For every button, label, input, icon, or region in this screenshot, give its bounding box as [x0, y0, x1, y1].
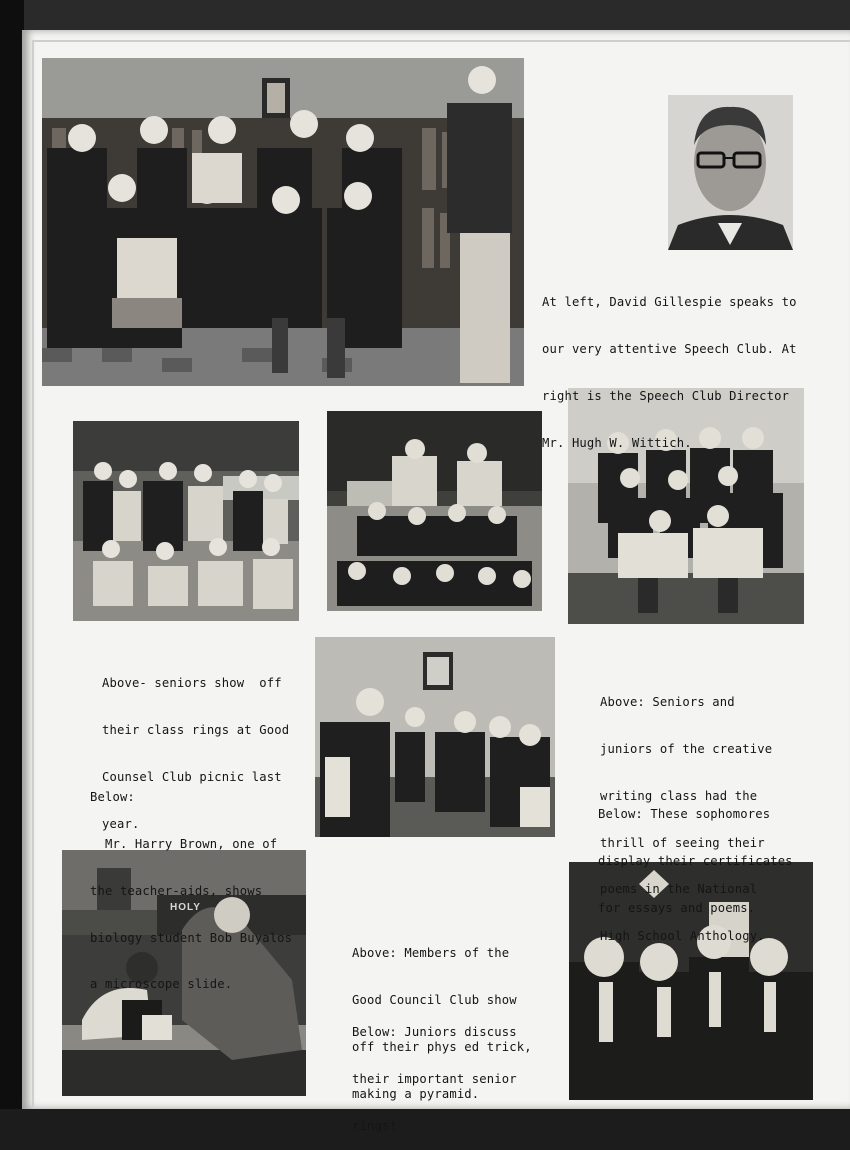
- caption-line: Below: Juniors discuss: [352, 1025, 517, 1040]
- caption-line: right is the Speech Club Director: [542, 388, 790, 403]
- caption-teacher-aid: [90, 759, 292, 1009]
- caption-line: Above: Members of the: [352, 946, 510, 961]
- caption-senior-rings: [352, 994, 517, 1150]
- caption-line: Mr. Hugh W. Wittich.: [542, 435, 692, 450]
- photo-sophomores-certificates: [315, 637, 555, 837]
- caption-line: At left, David Gillespie speaks to: [542, 295, 797, 310]
- caption-line: their important senior: [352, 1071, 517, 1086]
- caption-line: Mr. Harry Brown, one of: [90, 836, 278, 851]
- caption-line: Counsel Club picnic last: [102, 769, 282, 784]
- caption-line: juniors of the creative: [600, 741, 773, 756]
- caption-line: poems in the National: [600, 882, 758, 897]
- caption-line: Below:: [90, 790, 135, 805]
- caption-line: writing class had the: [600, 788, 758, 803]
- caption-line: a microscope slide.: [90, 977, 233, 992]
- caption-line: for essays and poems.: [598, 900, 756, 915]
- caption-line: rings!: [352, 1118, 397, 1133]
- caption-speech-club: [542, 264, 797, 467]
- caption-sophomores: [598, 776, 793, 932]
- caption-line: Above: Seniors and: [600, 695, 735, 710]
- caption-line: High School Anthology.: [600, 929, 765, 944]
- caption-line: thrill of seeing their: [600, 835, 765, 850]
- caption-line: Above- seniors show off: [102, 676, 282, 691]
- caption-line: the teacher-aids, shows: [90, 883, 263, 898]
- photo-pyramid: [327, 411, 542, 611]
- caption-line: display their certificates: [598, 853, 793, 868]
- photo-picnic-class-rings: [73, 421, 299, 621]
- blackboard-holy-text: HOLY: [170, 902, 201, 913]
- photo-director-portrait: [668, 95, 793, 250]
- caption-line: off their phys ed trick,: [352, 1039, 532, 1054]
- caption-line: Good Council Club show: [352, 992, 517, 1007]
- scanner-top-band: [0, 0, 850, 30]
- caption-line: making a pyramid.: [352, 1086, 480, 1101]
- photo-speech-club: [42, 58, 524, 386]
- caption-line: biology student Bob Buyalos: [90, 930, 293, 945]
- caption-line: Below: These sophomores: [598, 807, 771, 822]
- caption-line: year.: [102, 816, 140, 831]
- book-binding: [0, 0, 24, 1109]
- caption-line: our very attentive Speech Club. At: [542, 341, 797, 356]
- caption-line: their class rings at Good: [102, 722, 290, 737]
